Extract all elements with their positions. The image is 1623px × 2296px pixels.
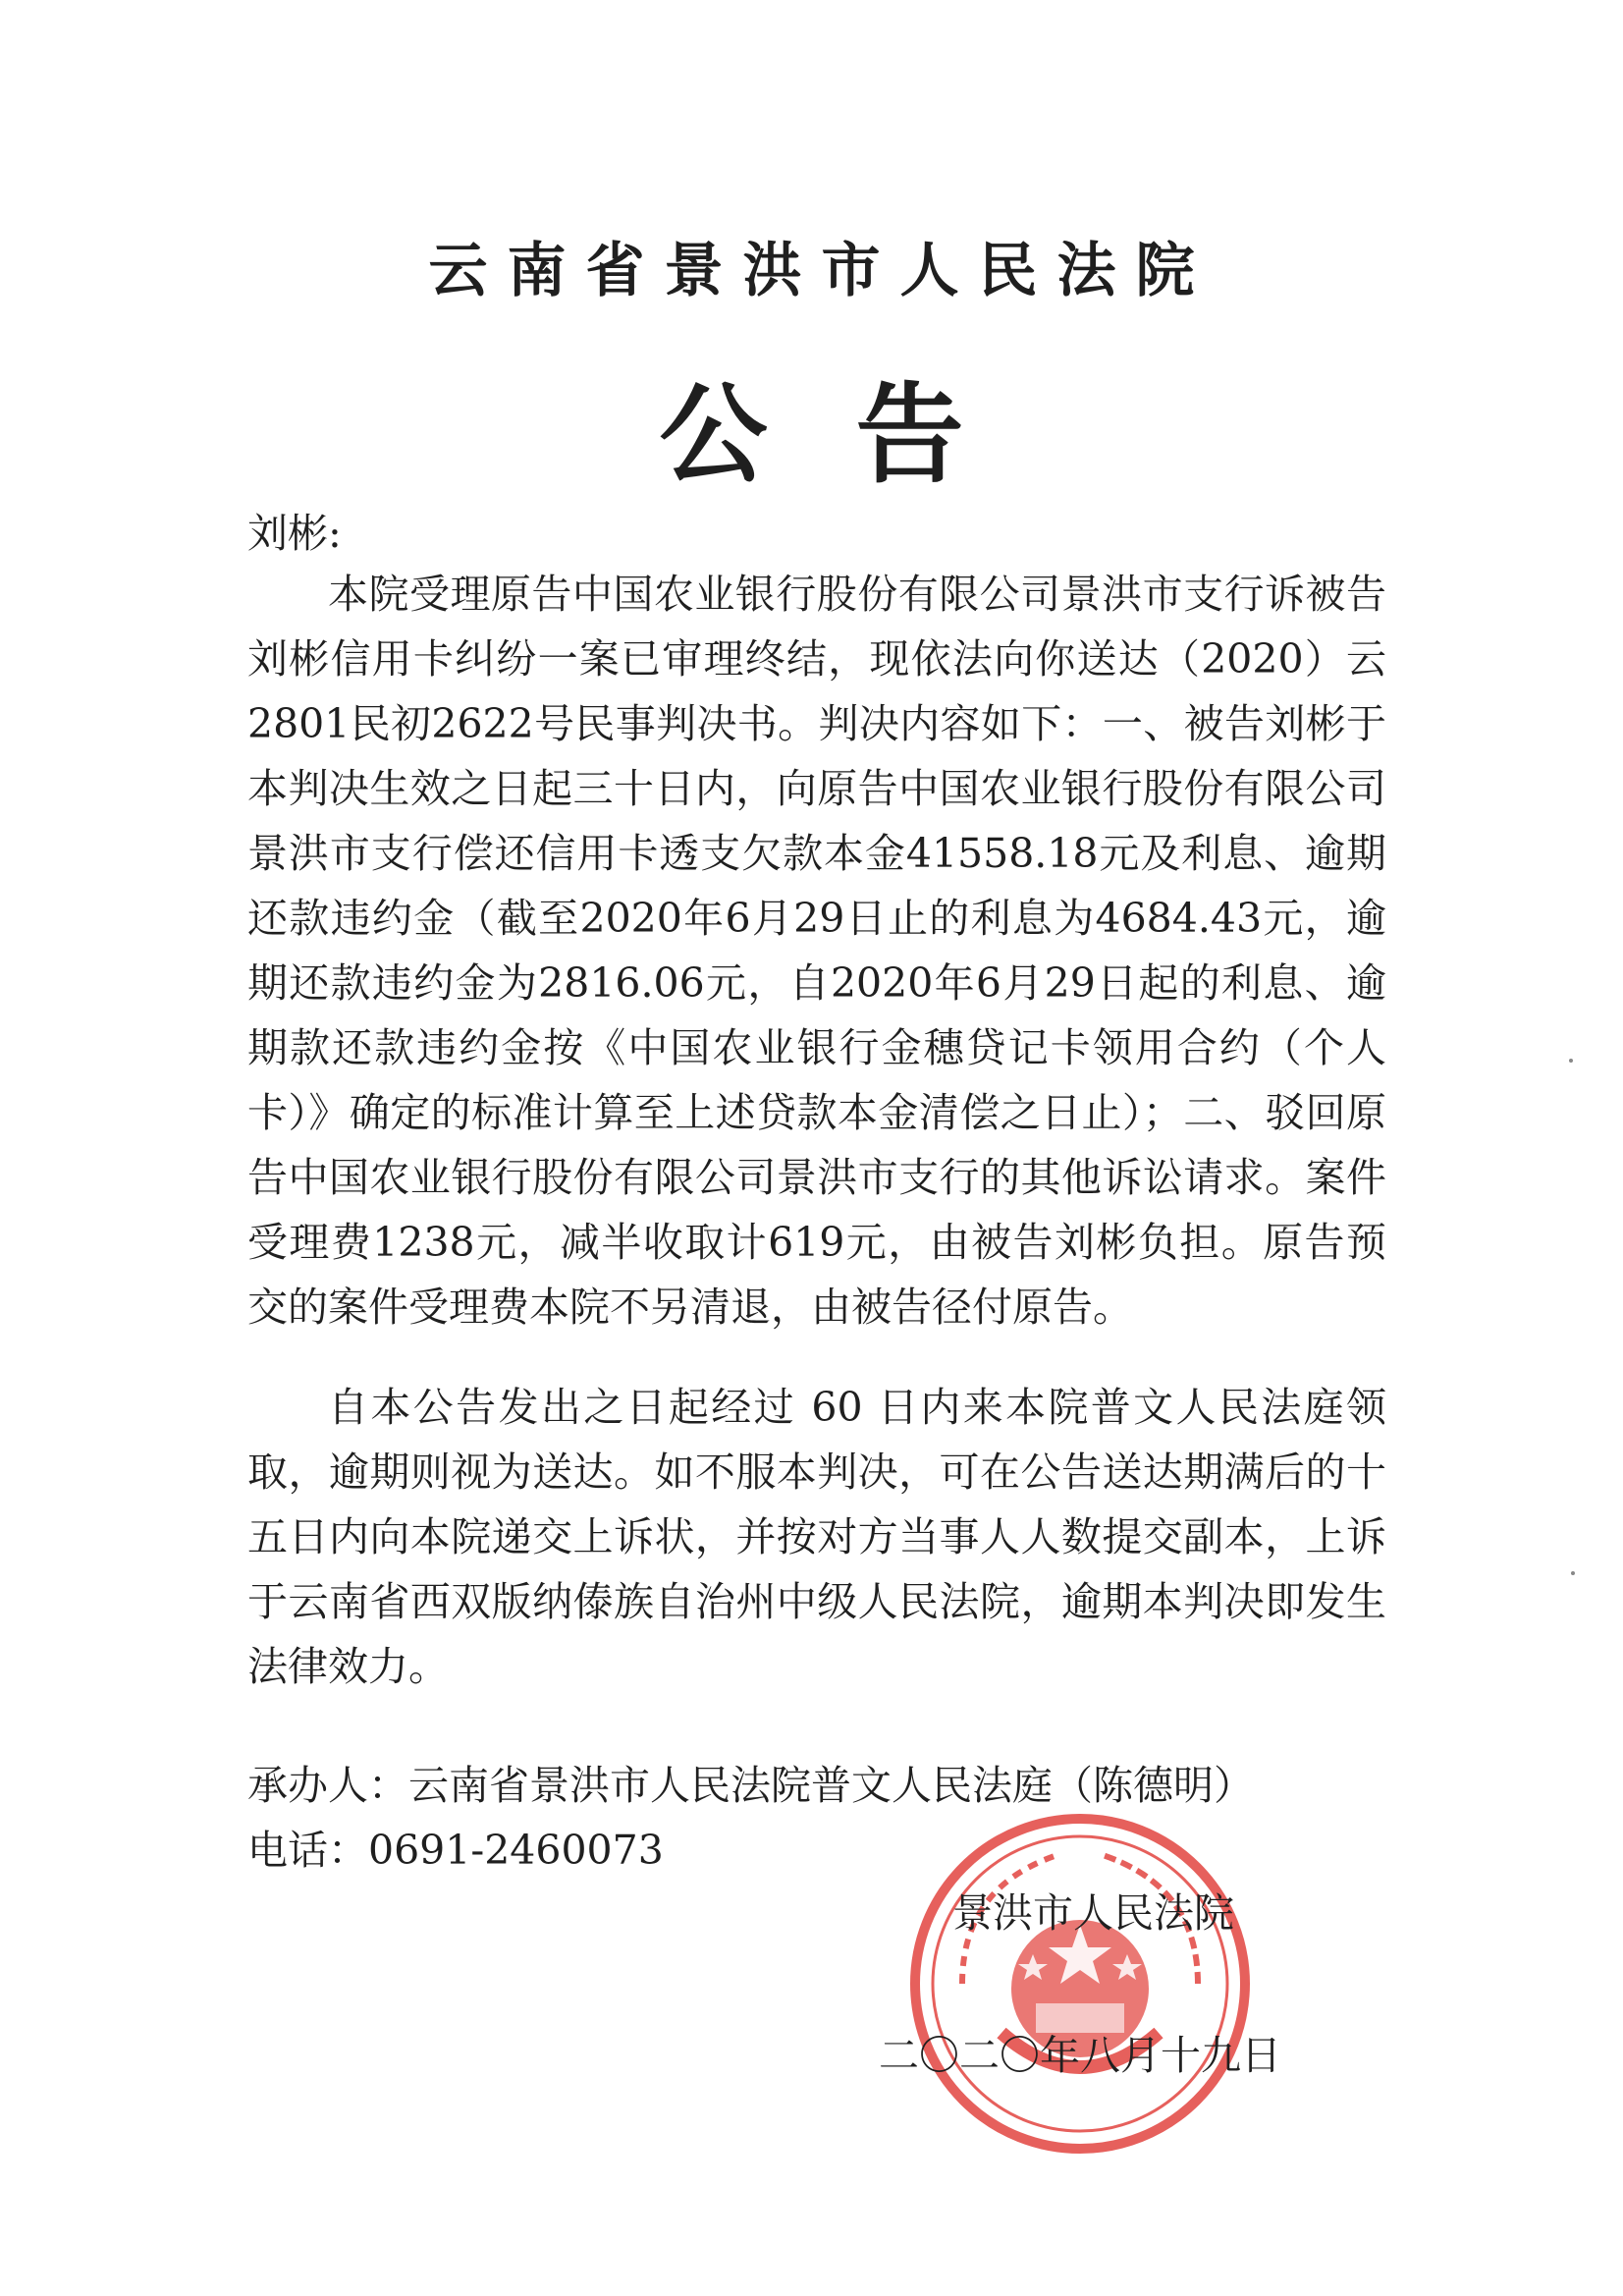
judgment-paragraph: 本院受理原告中国农业银行股份有限公司景洪市支行诉被告刘彬信用卡纠纷一案已审理终结，现依法向你送达（2020）云2801民初2622号民事判决书。判决内容如下：一、被告刘彬于本判决生效之日起三十日内，向原告中国农业银行股份有限公司景洪市支行偿还信用卡透支欠款本金41558.18元及利息、逾期还款违约金（截至2020年6月29日止的利息为4684.43元，逾期还款违约金为2816.06元，自2020年6月29日起的利息、逾期款还款违约金按《中国农业银行金穗贷记卡领用合约（个人卡）》确定的标准计算至上述贷款本金清偿之日止）；二、驳回原告中国农业银行股份有限公司景洪市支行的其他诉讼请求。案件受理费1238元，减半收取计619元，由被告刘彬负担。原告预交的案件受理费本院不另清退，由被告径付原告。 xyxy=(247,571,1386,1331)
scan-dot xyxy=(1571,1571,1575,1575)
service-paragraph: 自本公告发出之日起经过 60 日内来本院普文人民法庭领取，逾期则视为送达。如不服本判决，可在公告送达期满后的十五日内向本院递交上诉状，并按对方当事人人数提交副本，上诉于云南省西双版纳傣族自治州中级人民法院，逾期本判决即发生法律效力。 xyxy=(247,1384,1386,1690)
court-name-heading: 云南省景洪市人民法院 xyxy=(428,237,1215,305)
court-seal-icon xyxy=(903,1807,1257,2160)
handler-line: 承办人：云南省景洪市人民法院普文人民法庭（陈德明） xyxy=(247,1762,1254,1809)
scan-dot xyxy=(1569,1059,1573,1063)
notice-title: 公告 xyxy=(659,371,1053,498)
phone-line: 电话：0691-2460073 xyxy=(247,1827,664,1874)
addressee: 刘彬: xyxy=(247,510,342,557)
signature-court: 景洪市人民法院 xyxy=(952,1889,1234,1937)
signature-date: 二〇二〇年八月十九日 xyxy=(879,2032,1281,2079)
